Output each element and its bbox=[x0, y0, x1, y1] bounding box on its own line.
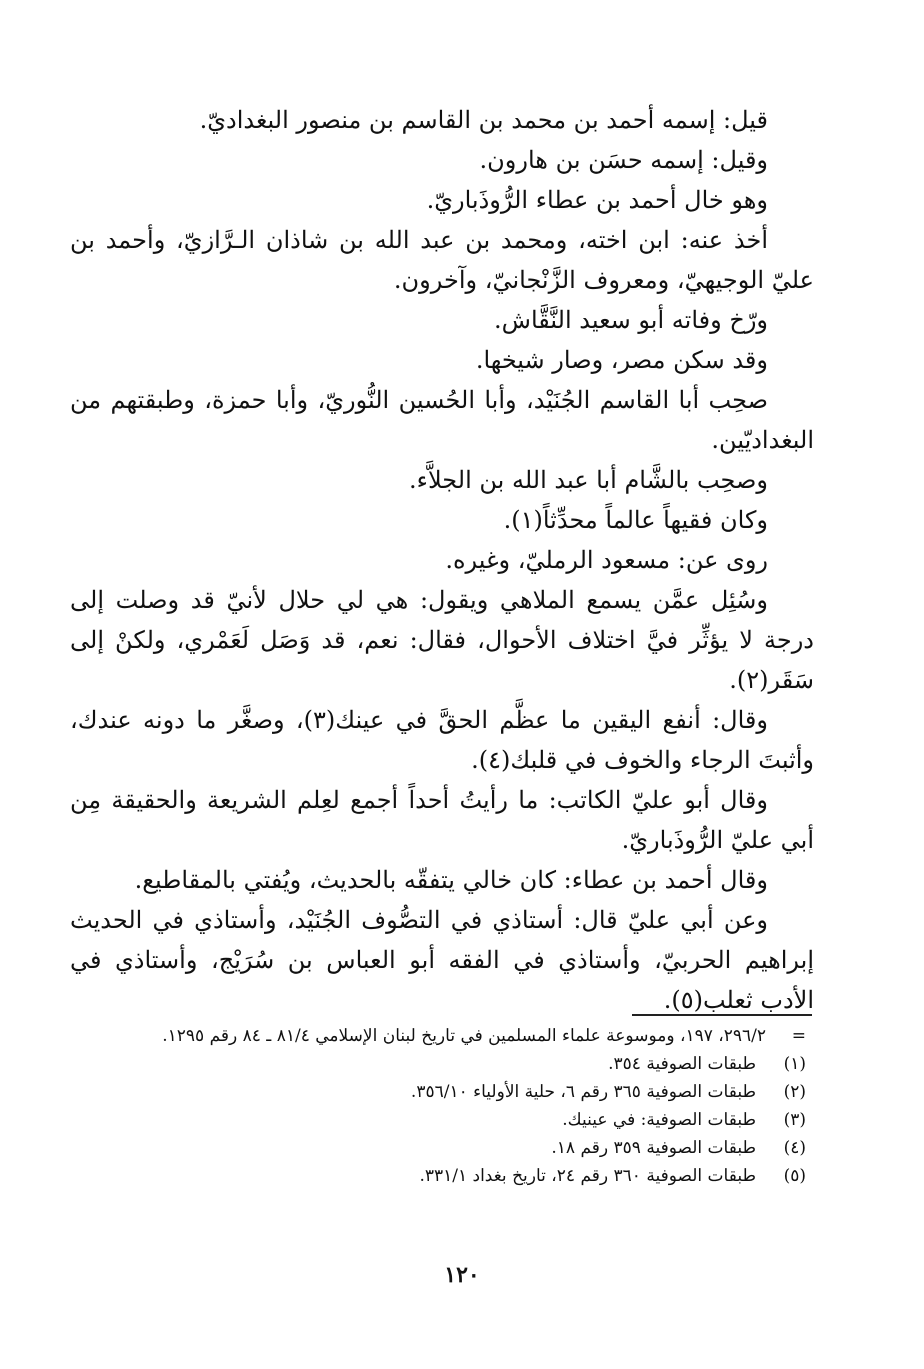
footnotes-section bbox=[70, 1022, 806, 1190]
paragraph-7: صحِب أبا القاسم الجُنَيْد، وأبا الحُسين النُّوريّ، وأبا حمزة، وطبقتهم من البغداديّين. bbox=[70, 386, 814, 454]
footnote-continuation bbox=[70, 1022, 806, 1050]
footnote-3 bbox=[70, 1106, 806, 1134]
paragraph-15: وعن أبي عليّ قال: أستاذي في التصُّوف الجُنَيْد، وأستاذي في الحديث إبراهيم الحربيّ، وأستاذي في الفقه أبو العباس بن سُرَيْج، وأستاذي في الأدب ثعلب(٥). bbox=[70, 906, 814, 1014]
continuation-text: ٢٩٦/٢، ١٩٧، وموسوعة علماء المسلمين في تاريخ لبنان الإسلامي ٨١/٤ ـ ٨٤ رقم ١٢٩٥. bbox=[162, 1026, 766, 1046]
footnote-text: طبقات الصوفية ٣٦٥ رقم ٦، حلية الأولياء ٣٥٦/١٠. bbox=[410, 1082, 756, 1102]
footnote-text: طبقات الصوفية ٣٥٩ رقم ١٨. bbox=[551, 1138, 756, 1158]
paragraph-3: وهو خال أحمد بن عطاء الرُّوذَباريّ. bbox=[426, 186, 768, 214]
paragraph-4: أخذ عنه: ابن اخته، ومحمد بن عبد الله بن شاذان الـرَّازيّ، وأحمد بن عليّ الوجيهيّ، ومعروف الزَّنْجانيّ، وآخرون. bbox=[70, 226, 814, 294]
footnote-4 bbox=[70, 1134, 806, 1162]
paragraph-9: وكان فقيهاً عالماً محدِّثاً(١). bbox=[503, 506, 768, 534]
footnote-number: (١) bbox=[783, 1054, 806, 1074]
paragraph-5: ورّخ وفاته أبو سعيد النَّقَّاش. bbox=[494, 306, 768, 334]
footnote-number: (٥) bbox=[783, 1166, 806, 1186]
footnote-text: طبقات الصوفية ٣٥٤. bbox=[608, 1054, 756, 1074]
paragraph-8: وصحِب بالشَّام أبا عبد الله بن الجلاَّء. bbox=[409, 466, 768, 494]
footnote-number: (٤) bbox=[783, 1138, 806, 1158]
paragraph-13: وقال أبو عليّ الكاتب: ما رأيتُ أحداً أجمع لعِلم الشريعة والحقيقة مِن أبي عليّ الرُّوذَباريّ. bbox=[70, 786, 814, 854]
paragraph-2: وقيل: إسمه حسَن بن هارون. bbox=[479, 146, 768, 174]
paragraph-10: روى عن: مسعود الرمليّ، وغيره. bbox=[445, 546, 768, 574]
main-text-body bbox=[70, 100, 814, 1020]
footnote-5 bbox=[70, 1162, 806, 1190]
footnote-1 bbox=[70, 1050, 806, 1078]
paragraph-12: وقال: أنفع اليقين ما عظَّم الحقَّ في عينك(٣)، وصغَّر ما دونه عندك، وأثبتَ الرجاء والخوف في قلبك(٤). bbox=[70, 706, 814, 774]
footnote-number: (٣) bbox=[783, 1110, 806, 1130]
paragraph-14: وقال أحمد بن عطاء: كان خالي يتفقّه بالحديث، ويُفتي بالمقاطيع. bbox=[134, 866, 768, 894]
continuation-marker: = bbox=[791, 1026, 806, 1046]
footnote-separator bbox=[632, 1014, 812, 1016]
paragraph-11: وسُئِل عمَّن يسمع الملاهي ويقول: هي لي حلال لأنيّ قد وصلت إلى درجة لا يؤثِّر فيَّ اختلاف الأحوال، فقال: نعم، قد وَصَل لَعَمْري، ولكنْ إلى سَقَر(٢). bbox=[70, 586, 814, 694]
footnote-number: (٢) bbox=[783, 1082, 806, 1102]
paragraph-1: قيل: إسمه أحمد بن محمد بن القاسم بن منصور البغداديّ. bbox=[199, 106, 768, 134]
footnote-text: طبقات الصوفية ٣٦٠ رقم ٢٤، تاريخ بغداد ٣٣١/١. bbox=[419, 1166, 756, 1186]
page-number: ١٢٠ bbox=[444, 1262, 480, 1288]
footnote-2 bbox=[70, 1078, 806, 1106]
paragraph-6: وقد سكن مصر، وصار شيخها. bbox=[475, 346, 768, 374]
footnote-text: طبقات الصوفية: في عينيك. bbox=[562, 1110, 756, 1130]
